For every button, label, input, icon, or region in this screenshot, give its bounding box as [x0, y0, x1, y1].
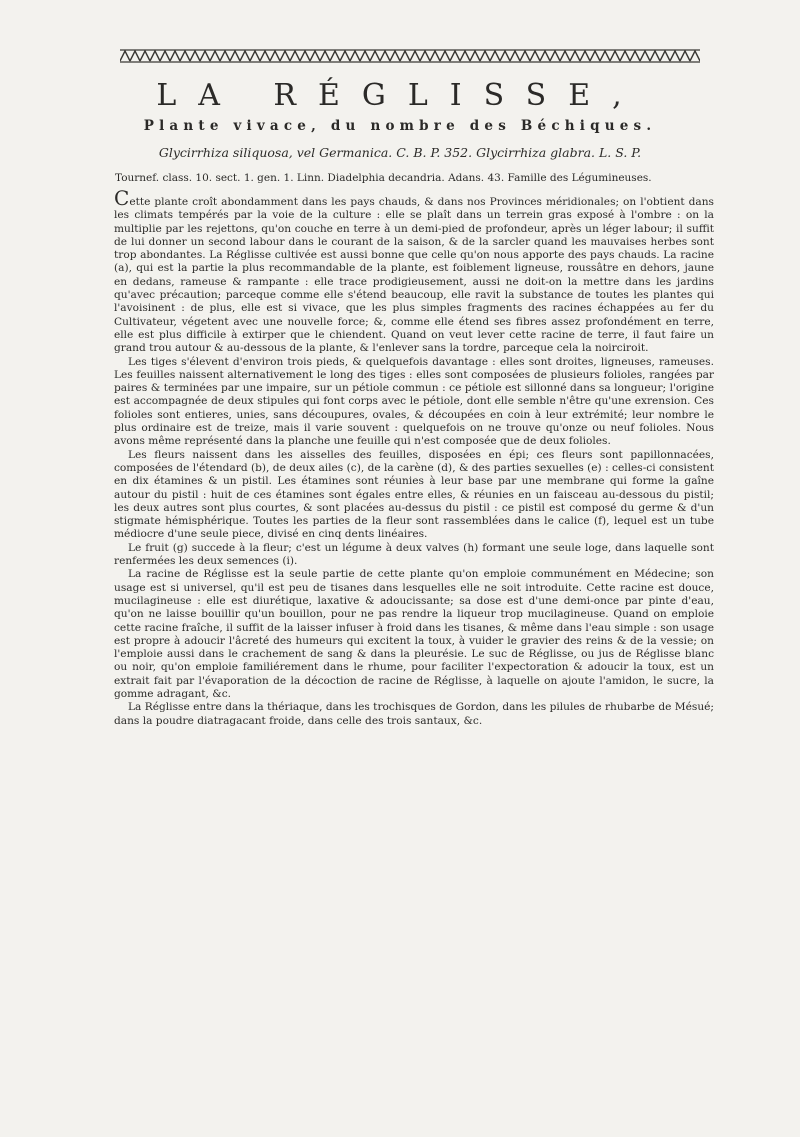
page-title: LA RÉGLISSE,: [156, 78, 644, 113]
paragraph-stems: Les tiges s'élevent d'environ trois pieds, & quelquefois davantage : elles sont droites, ligneuses, rameuses. Les feuilles naissent alternativement le long des tiges : elles sont composées de plusieurs folioles, rangées par paires & terminées par une impaire, sur un pétiole commun : ce pétiole est sillonné dans sa longueur; l'origine est accompagnée de deux stipules qui font corps avec le pétiole, dont elle semble n'être qu'une exrension. Ces folioles sont entieres, unies, sans découpures, ovales, & découpées en coin à leur extrémité; leur nombre le plus ordinaire est de treize, mais il varie souvent : quelquefois on ne trouve qu'onze ou neuf folioles. Nous avons même représenté dans la planche une feuille qui n'est composée que de deux folioles.: [114, 355, 714, 448]
body-text: [114, 186, 714, 728]
paragraph-medicine: La racine de Réglisse est la seule partie de cette plante qu'on emploie communément en Médecine; son usage est si universel, qu'il est peu de tisanes dans lesquelles elle ne soit introduite. Cette racine est douce, mucilagineuse : elle est diurétique, laxative & adoucissante; sa dose est d'une demi-once par pinte d'eau, qu'on ne laisse bouillir qu'un bouillon, pour ne pas rendre la liqueur trop mucilagineuse. Quand on emploie cette racine fraîche, il suffit de la laisser infuser à froid dans les tisanes, & même dans l'eau simple : son usage est propre à adoucir l'âcreté des humeurs qui excitent la toux, à vuider le gravier des reins & de la vessie; on l'emploie aussi dans le crachement de sang & dans la pleurésie. Le suc de Réglisse, ou jus de Réglisse blanc ou noir, qu'on emploie familiérement dans le rhume, pour faciliter l'expectoration & adoucir la toux, est un extrait fait par l'évaporation de la décoction de racine de Réglisse, à laquelle on ajoute l'amidon, le sucre, la gomme adragant, &c.: [114, 568, 714, 700]
botanical-synonyms: Glycirrhiza siliquosa, vel Germanica. C. B. P. 352. Glycirrhiza glabra. L. S. P.: [158, 145, 642, 160]
paragraph-flowers: Les fleurs naissent dans les aisselles des feuilles, disposées en épi; ces fleurs sont papillonnacées, composées de l'étendard (b), de deux ailes (c), de la carène (d), & des parties sexuelles (e) : celles-ci consistent en dix étamines & un pistil. Les étamines sont réunies à leur base par une membrane qui forme la gaîne autour du pistil : huit de ces étamines sont égales entre elles, & réunies en un faisceau au-dessous du pistil; les deux autres sont plus courtes, & sont placées au-dessus du pistil : ce pistil est composé du germe & d'un stigmate hémisphérique. Toutes les parties de la fleur sont rassemblées dans le calice (f), lequel est un tube médiocre d'une seule piece, divisé en cinq dents linéaires.: [114, 448, 714, 541]
paragraph-uses: La Réglisse entre dans la thériaque, dans les trochisques de Gordon, dans les pilules de rhubarbe de Mésué; dans la poudre diatragacant froide, dans celle des trois santaux, &c.: [114, 701, 714, 727]
subtitle: Plante vivace, du nombre des Béchiques.: [143, 118, 657, 134]
paragraph-culture: [114, 186, 714, 356]
ornament-border-icon: [120, 46, 700, 66]
paragraph-fruit: Le fruit (g) succede à la fleur; c'est un légume à deux valves (h) formant une seule loge, dans laquelle sont renfermées les deux semences (i).: [114, 541, 714, 568]
paragraph-culture-text: ette plante croît abondamment dans les pays chauds, & dans nos Provinces méridionales; on l'obtient dans les climats tempérés par la voie de la culture : elle se plaît dans un terrein gras exposé à l'ombre : on la multiplie par les rejettons, qu'on couche en terre à un demi-pied de profondeur, après un léger labour; il suffit de lui donner un second labour dans le courant de la saison, & de la sarcler quand les mauvaises herbes sont trop abondantes. La Réglisse cultivée est aussi bonne que celle qu'on nous apporte des pays chauds. La racine (a), qui est la partie la plus recommandable de la plante, est foiblement ligneuse, roussâtre en dehors, jaune en dedans, rameuse & rampante : elle trace prodigieusement, aussi ne doit-on la mettre dans les jardins qu'avec précaution; parceque comme elle s'étend beaucoup, elle ravit la substance de toutes les plantes qui l'avoisinent : de plus, elle est si vivace, que les plus simples fragments des racines échappées au fer du Cultivateur, végetent avec une nouvelle force; &, comme elle étend ses fibres assez profondément en terre, elle est plus difficile à extirper que le chiendent. Quand on veut lever cette racine de terre, il faut faire un grand trou autour & au-dessous de la plante, & l'enlever sans la tordre, parceque cela la noirciroit.: [114, 196, 714, 355]
classification-line: Tournef. class. 10. sect. 1. gen. 1. Linn. Diadelphia decandria. Adans. 43. Famille des Légumineuses.: [115, 172, 652, 184]
drop-cap: C: [114, 186, 130, 210]
